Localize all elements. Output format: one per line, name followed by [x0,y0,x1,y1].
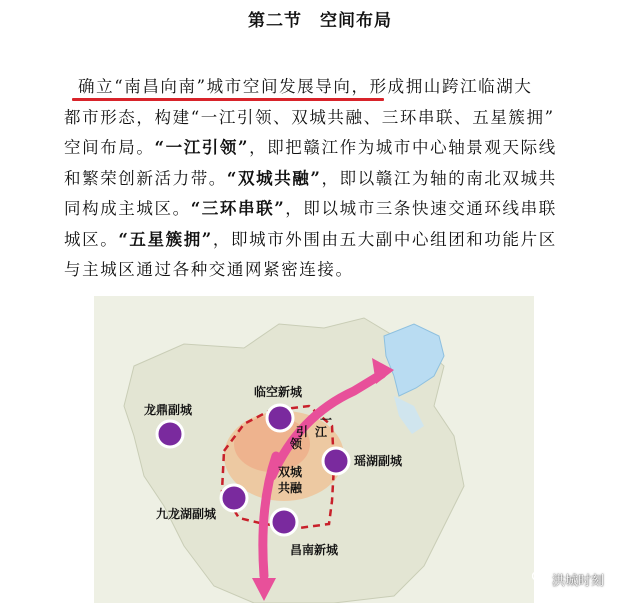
star-yaohu [323,448,349,474]
spatial-layout-map [94,296,534,603]
map-label-changnan: 昌南新城 [290,543,339,557]
para-line-4: 和繁荣创新活力带。“双城共融”，即以赣江为轴的南北双城共 [64,168,557,188]
map-label-jiulonghu: 九龙湖副城 [156,507,217,521]
map-label-yijiang-4: 领 [290,437,303,451]
map-label-shuangcheng-2: 共融 [278,481,303,495]
map-label-yijiang-1: 一 [320,413,333,427]
wechat-icon [532,570,548,584]
star-jiulonghu [221,485,247,511]
watermark-text: 洪城时刻 [552,574,605,589]
para-line-3: 空间布局。“一江引领”，即把赣江作为城市中心轴景观天际线 [64,138,557,157]
map-label-yijiang-2: 江 [315,425,328,439]
map-label-yijiang-3: 引 [296,425,309,439]
para-line-2: 都市形态，构建“一江引领、双城共融、三环串联、五星簇拥” [64,107,555,127]
star-longding [157,421,183,447]
map-label-shuangcheng-1: 双城 [278,465,303,479]
body-paragraph [64,72,594,286]
para-line-1: 确立“南昌向南”城市空间发展导向，形成拥山跨江临湖大 [78,77,533,96]
map-label-linkong: 临空新城 [254,385,303,399]
star-linkong [267,405,293,431]
section-title: 第二节 空间布局 [248,11,392,31]
star-changnan [271,509,297,535]
para-line-5: 同构成主城区。“三环串联”，即以城市三条快速交通环线串联 [64,199,557,218]
para-line-6: 城区。“五星簇拥”，即城市外围由五大副中心组团和功能片区 [64,229,557,249]
map-label-yaohu: 瑶湖副城 [354,454,403,468]
para-line-7: 与主城区通过各种交通网紧密连接。 [64,260,354,279]
map-label-longding: 龙鼎副城 [144,403,193,417]
